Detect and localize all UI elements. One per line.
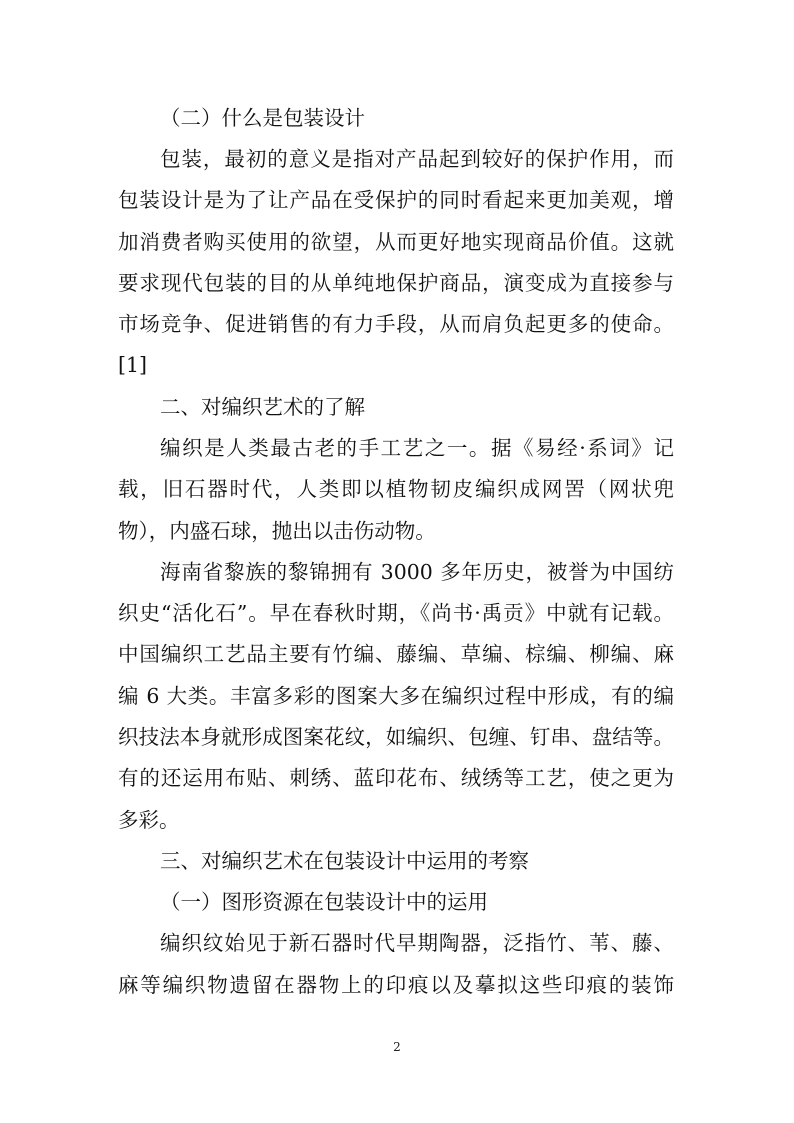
subsection-heading: （一）图形资源在包装设计中的运用 <box>160 890 488 914</box>
paragraph-line: 多彩。 <box>118 808 180 832</box>
citation-reference: [1] <box>118 353 148 377</box>
paragraph-line: 要求现代包装的目的从单纯地保护商品，演变成为直接参与 <box>118 271 674 295</box>
paragraph-line: 包装设计是为了让产品在受保护的同时看起来更加美观，增 <box>118 188 674 212</box>
paragraph-line: 麻等编织物遗留在器物上的印痕以及摹拟这些印痕的装饰 <box>118 973 674 997</box>
section-heading: 二、对编织艺术的了解 <box>160 395 365 419</box>
paragraph-line: 包装，最初的意义是指对产品起到较好的保护作用，而 <box>160 147 674 171</box>
section-heading: （二）什么是包装设计 <box>160 106 365 130</box>
paragraph-line: 载，旧石器时代，人类即以植物韧皮编织成网罟（网状兜 <box>118 477 674 501</box>
paragraph-line: 海南省黎族的黎锦拥有 3000 多年历史，被誉为中国纺 <box>160 560 674 584</box>
page-number: 2 <box>393 1040 401 1054</box>
paragraph-line: 织史“活化石”。早在春秋时期，《尚书·禹贡》中就有记载。 <box>118 601 674 625</box>
paragraph-line: 编 6 大类。丰富多彩的图案大多在编织过程中形成，有的编 <box>118 684 674 708</box>
paragraph-line: 编织是人类最古老的手工艺之一。据《易经·系词》记 <box>160 436 674 460</box>
paragraph-line: 编织纹始见于新石器时代早期陶器，泛指竹、苇、藤、 <box>160 931 674 955</box>
paragraph-line: 织技法本身就形成图案花纹，如编织、包缠、钉串、盘结等。 <box>118 725 674 749</box>
paragraph-line: 有的还运用布贴、刺绣、蓝印花布、绒绣等工艺，使之更为 <box>118 766 674 790</box>
paragraph-line: 中国编织工艺品主要有竹编、藤编、草编、棕编、柳编、麻 <box>118 642 674 666</box>
paragraph-line: 物），内盛石球，抛出以击伤动物。 <box>118 519 436 543</box>
section-heading: 三、对编织艺术在包装设计中运用的考察 <box>160 849 529 873</box>
paragraph-line: 加消费者购买使用的欲望，从而更好地实现商品价值。这就 <box>118 230 674 254</box>
paragraph-line: 市场竞争、促进销售的有力手段，从而肩负起更多的使命。 <box>118 312 674 336</box>
